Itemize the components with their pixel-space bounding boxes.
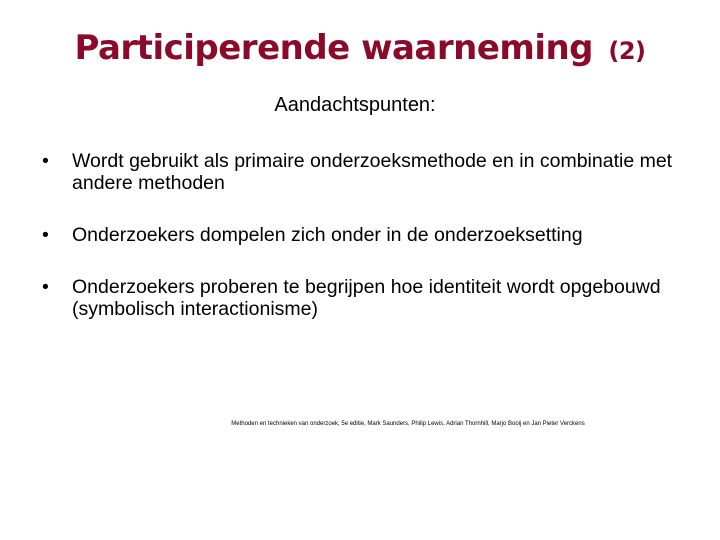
bullet-marker: •	[42, 150, 49, 172]
bullet-text: Wordt gebruikt als primaire onderzoeksmethode en in combinatie met andere methoden	[72, 150, 673, 194]
slide-title-text: Participerende waarneming	[74, 28, 594, 68]
bullet-marker: •	[42, 224, 49, 246]
bullet-text: Onderzoekers dompelen zich onder in de onderzoeksetting	[72, 224, 583, 246]
bullet-item	[42, 150, 682, 194]
slide-footer-citation: Methoden en technieken van onderzoek, 5e editie, Mark Saunders, Philip Lewis, Adrian Thornhill, Marjo Booij en Jan Pieter Verckens	[231, 421, 585, 427]
bullet-marker: •	[42, 276, 49, 298]
slide-title-number: (2)	[608, 37, 646, 65]
slide-subtitle: Aandachtspunten:	[274, 94, 436, 116]
bullet-item	[42, 224, 682, 246]
bullet-text: Onderzoekers proberen te begrijpen hoe identiteit wordt opgebouwd (symbolisch interactionisme)	[72, 276, 661, 320]
bullet-item	[42, 276, 682, 320]
slide-title	[0, 28, 720, 68]
bullet-list	[42, 150, 682, 350]
